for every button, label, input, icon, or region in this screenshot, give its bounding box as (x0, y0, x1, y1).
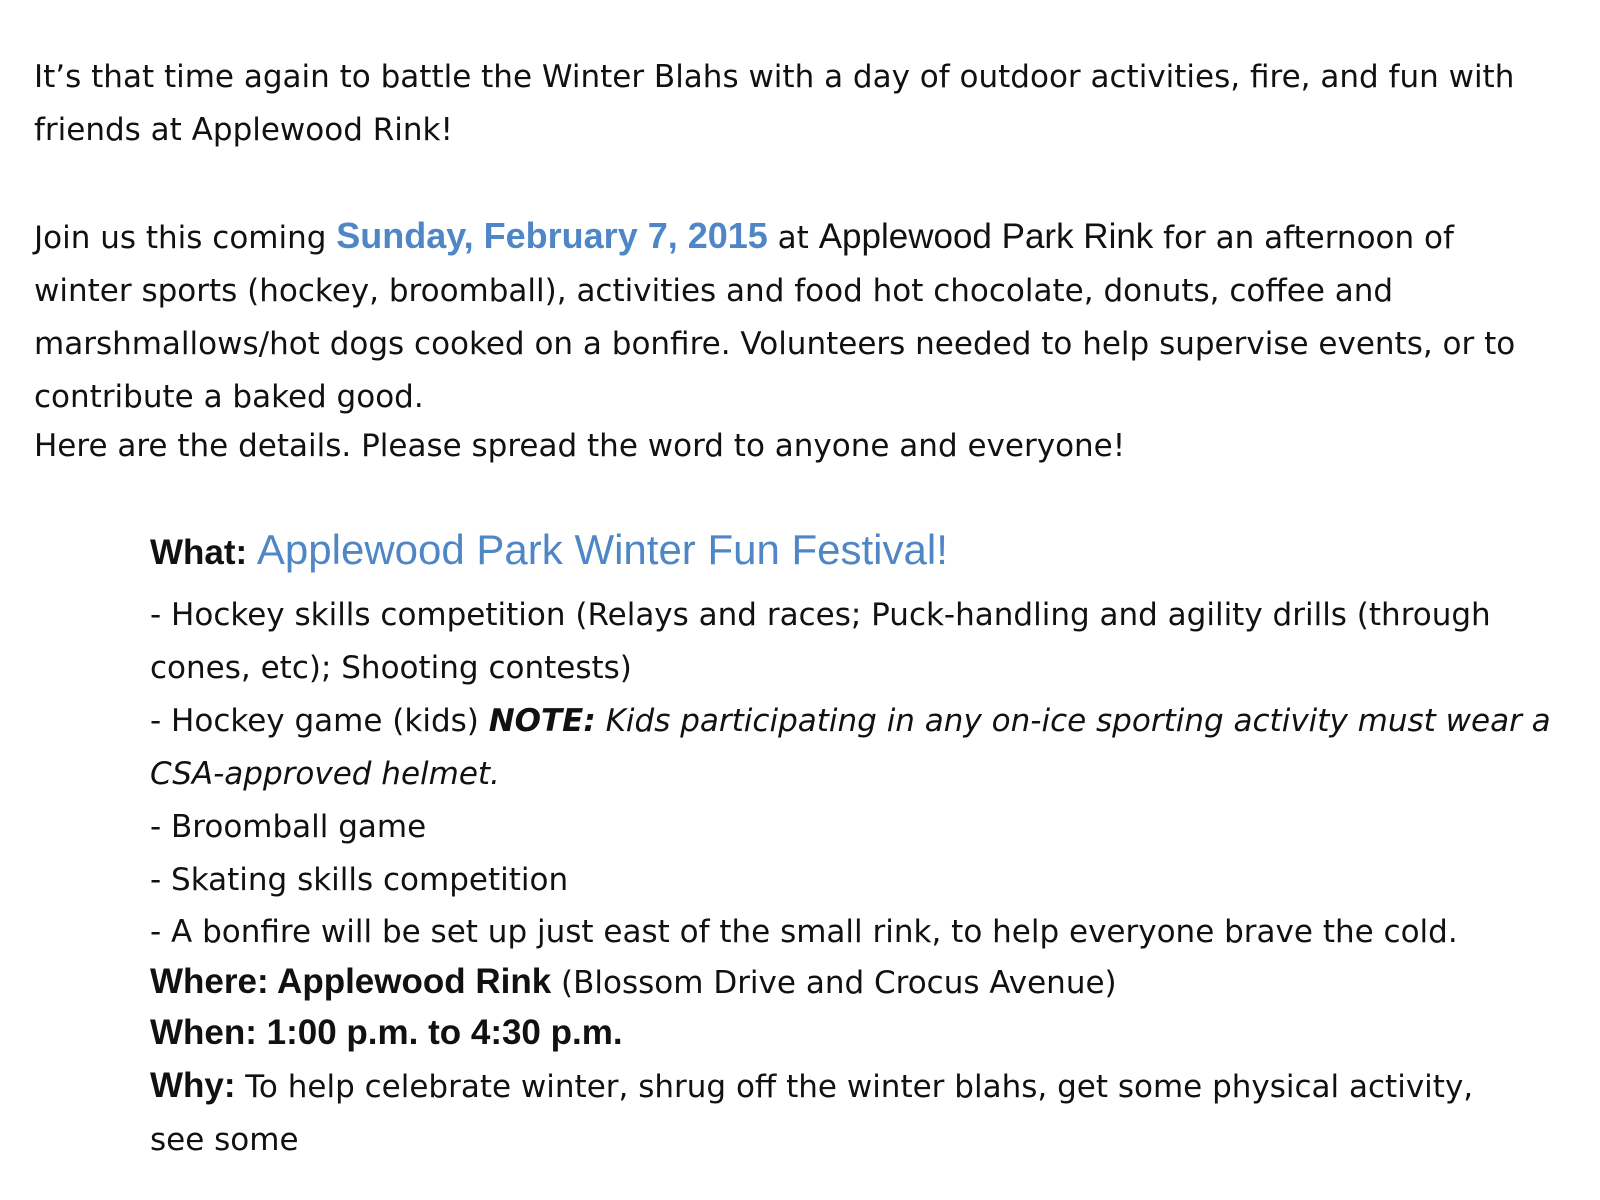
list-item (150, 589, 1570, 695)
join-line-4: contribute a baked good. (34, 379, 424, 415)
note-text-2: CSA-approved helmet. (150, 756, 500, 792)
join-line-2: winter sports (hockey, broomball), activities and food hot chocolate, donuts, coffee and (34, 273, 1394, 309)
where-label: Where: (150, 962, 278, 1001)
intro-line-2: friends at Applewood Rink! (34, 112, 453, 148)
list-item (150, 801, 1570, 854)
when-label: When: (150, 1013, 267, 1052)
join-prefix: Join us this coming (34, 220, 337, 256)
bonfire-item: - A bonfire will be set up just east of the small rink, to help everyone brave the cold. (150, 914, 1458, 950)
intro-paragraph (34, 51, 1574, 157)
skating-item: - Skating skills competition (150, 862, 569, 898)
event-details (150, 520, 1570, 1167)
what-heading (150, 520, 1570, 589)
when-line (150, 1008, 1570, 1059)
event-venue: Applewood Park Rink (818, 217, 1154, 256)
where-venue: Applewood Rink (277, 962, 552, 1001)
note-text-1: Kids participating in any on-ice sporting activity must wear a (595, 703, 1551, 739)
where-address: (Blossom Drive and Crocus Avenue) (551, 965, 1117, 1001)
list-item (150, 854, 1570, 907)
why-line (150, 1059, 1570, 1167)
where-line (150, 957, 1570, 1008)
hockey-skills-line-1: - Hockey skills competition (Relays and races; Puck-handling and agility drills (through (150, 597, 1491, 633)
broomball-item: - Broomball game (150, 809, 427, 845)
what-label: What: (150, 533, 257, 572)
when-time: 1:00 p.m. to 4:30 p.m. (266, 1013, 623, 1052)
hockey-skills-line-2: cones, etc); Shooting contests) (150, 650, 632, 686)
why-label: Why: (150, 1066, 246, 1105)
intro-line-1: It’s that time again to battle the Winter Blahs with a day of outdoor activities, fire, and fun with (34, 59, 1515, 95)
event-name: Applewood Park Winter Fun Festival! (256, 526, 948, 573)
join-at: at (767, 220, 819, 256)
list-item (150, 907, 1570, 957)
why-text-2: see some (150, 1122, 299, 1158)
why-text-1: To help celebrate winter, shrug off the winter blahs, get some physical activity, (245, 1069, 1474, 1105)
details-intro (34, 420, 1574, 473)
join-line-3: marshmallows/hot dogs cooked on a bonfire. Volunteers needed to help supervise events, or to (34, 326, 1516, 362)
join-paragraph (34, 209, 1574, 424)
hockey-game-prefix: - Hockey game (kids) (150, 703, 489, 739)
list-item (150, 695, 1570, 801)
event-date: Sunday, February 7, 2015 (336, 215, 768, 256)
join-suffix: for an afternoon of (1153, 220, 1454, 256)
details-intro-text: Here are the details. Please spread the word to anyone and everyone! (34, 428, 1126, 464)
note-label: NOTE: (488, 703, 596, 739)
